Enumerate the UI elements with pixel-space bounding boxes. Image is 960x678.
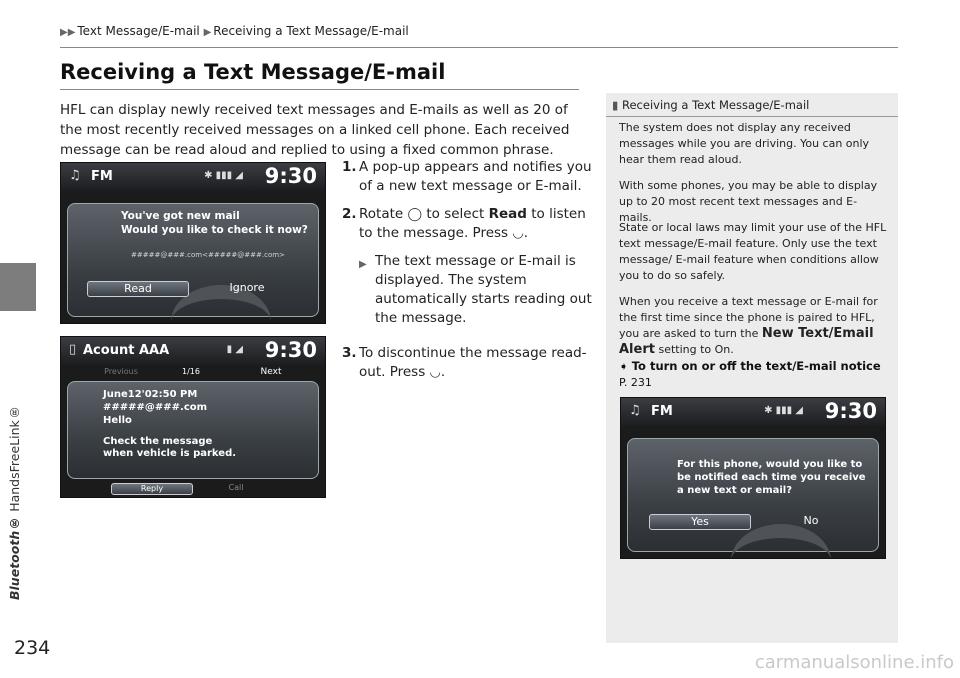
breadcrumb-item-2[interactable]: Receiving a Text Message/E-mail: [213, 24, 409, 38]
message-warning-1: Check the message: [103, 436, 213, 447]
screen-new-mail-popup: [60, 162, 326, 324]
note-paragraph-4: When you receive a text message or E-mail for the first time since the phone is paired to HFL, you are asked to turn the New Text/Email Alert setting to On.: [619, 295, 878, 357]
message-address: #####@###.com: [103, 402, 208, 413]
xref-arrow-icon: ➧: [619, 360, 629, 373]
popup-line-2: be notified each time you receive: [677, 472, 866, 483]
xref-page: P. 231: [619, 376, 652, 389]
clock: 9:30: [264, 338, 317, 362]
result-arrow-icon: ▶: [359, 259, 367, 270]
chapter-label: Bluetooth® HandsFreeLink®: [7, 405, 22, 600]
ignore-button[interactable]: Ignore: [229, 281, 265, 294]
previous-button[interactable]: Previous: [104, 367, 138, 376]
note-paragraph-1: The system does not display any received messages while you are driving. You can only hear them read aloud.: [619, 121, 870, 166]
note-rule: [606, 116, 898, 117]
screen-status-bar: [621, 398, 885, 426]
call-button[interactable]: Call: [228, 483, 244, 492]
audio-source: FM: [91, 169, 113, 184]
message-warning-2: when vehicle is parked.: [103, 448, 237, 459]
header-rule: [60, 47, 898, 48]
popup-line-1: You've got new mail: [121, 210, 240, 222]
press-dial-icon: ◡: [429, 365, 441, 380]
popup-line-3: a new text or email?: [677, 485, 793, 496]
phone-status-icon: ✱ ▮▮▮ ◢: [764, 405, 803, 416]
step-2: 2. Rotate ◯ to select Read to listen to the message. Press ◡.: [342, 206, 586, 241]
next-button[interactable]: Next: [260, 367, 282, 377]
clock: 9:30: [264, 164, 317, 188]
cross-reference[interactable]: ➧ To turn on or off the text/E-mail notice P. 231: [619, 359, 881, 389]
audio-source: FM: [651, 404, 673, 419]
message-subject: Hello: [103, 415, 132, 426]
step-1: 1. A pop-up appears and notifies you of a new text message or E-mail.: [342, 159, 592, 194]
screen-message-view: [60, 336, 326, 498]
note-title: ▮ Receiving a Text Message/E-mail: [612, 98, 810, 112]
page-number: 234: [14, 637, 51, 659]
note-paragraph-3: State or local laws may limit your use of the HFL text message/E-mail feature. Only use the text message/ E-mail feature when conditions allow you to do so safely.: [619, 221, 887, 282]
account-name: Acount AAA: [83, 343, 170, 358]
screen-status-bar: [61, 337, 325, 365]
music-icon: ♫: [69, 168, 81, 183]
breadcrumb: [60, 24, 409, 38]
step-3: 3. To discontinue the message read-out. Press ◡.: [342, 345, 587, 380]
title-rule: [60, 89, 579, 90]
page-indicator: 1/16: [182, 367, 200, 376]
phone-icon: ▯: [69, 342, 77, 357]
screen-notification-popup: [620, 397, 886, 559]
music-icon: ♫: [629, 403, 641, 418]
interface-dial-icon: ◯: [407, 207, 423, 222]
note-paragraph-2: With some phones, you may be able to display up to 20 most recent text messages and E-mails.: [619, 179, 878, 224]
watermark: carmanualsonline.info: [754, 652, 954, 673]
note-marker-icon: ▮: [612, 98, 619, 112]
message-date: June12'02:50 PM: [103, 389, 198, 400]
breadcrumb-arrow-icon: ▶: [203, 27, 212, 38]
step-2-result: ▶ The text message or E-mail is displayed. The system automatically starts reading out the message.: [359, 253, 592, 326]
steps: [342, 158, 592, 391]
breadcrumb-arrow-icon: ▶▶: [60, 27, 76, 38]
intro-paragraph: HFL can display newly received text messages and E-mails as well as 20 of the most recently received messages on a linked cell phone. Each received message can be read aloud and replied to using a fixed common phrase.: [60, 102, 570, 158]
clock: 9:30: [824, 399, 877, 423]
read-button[interactable]: Read: [87, 281, 189, 297]
phone-status-icon: ✱ ▮▮▮ ◢: [204, 170, 243, 181]
page-title: Receiving a Text Message/E-mail: [60, 60, 446, 84]
press-dial-icon: ◡: [512, 226, 524, 241]
screen-status-bar: [61, 163, 325, 191]
popup-line-1: For this phone, would you like to: [677, 459, 863, 470]
reply-button[interactable]: Reply: [111, 483, 193, 495]
yes-button[interactable]: Yes: [649, 514, 751, 530]
breadcrumb-item-1[interactable]: Text Message/E-mail: [77, 24, 200, 38]
phone-status-icon: ▮ ◢: [226, 344, 243, 355]
no-button[interactable]: No: [803, 514, 819, 527]
popup-address: #####@###.com<#####@###.com>: [131, 251, 285, 259]
popup-line-2: Would you like to check it now?: [121, 224, 308, 236]
